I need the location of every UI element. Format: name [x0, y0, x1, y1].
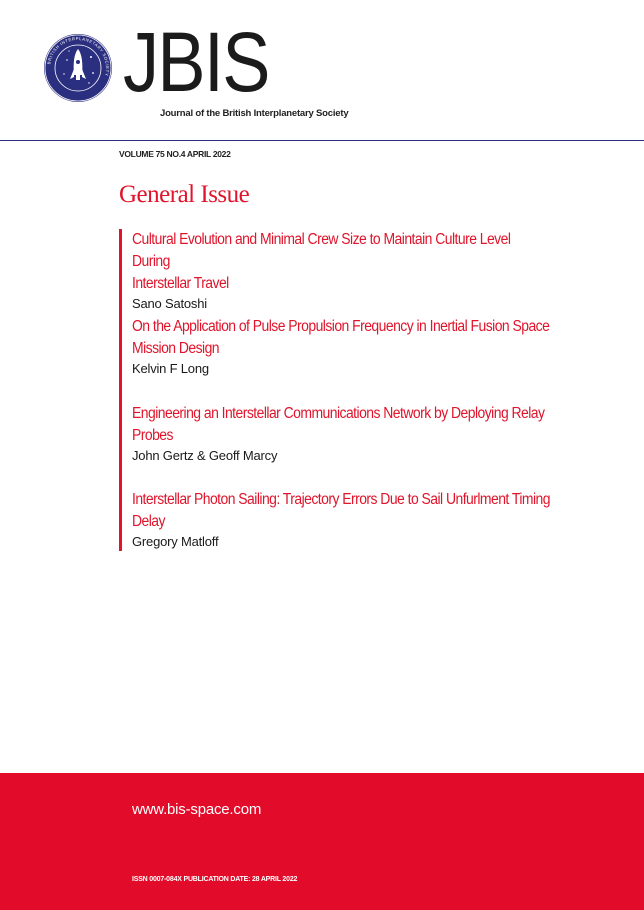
table-of-contents: [119, 229, 562, 551]
article-author: John Gertz & Geoff Marcy: [132, 448, 278, 463]
article-title-line: On the Application of Pulse Propulsion Frequency in Inertial Fusion Space: [132, 318, 550, 335]
article-author: Kelvin F Long: [132, 361, 209, 376]
section-title: General Issue: [119, 181, 250, 208]
journal-subtitle: Journal of the British Interplanetary Society: [160, 108, 349, 119]
article-title-line: Interstellar Photon Sailing: Trajectory Errors Due to Sail Unfurlment Timing: [132, 491, 550, 508]
journal-masthead: JBIS: [123, 15, 269, 109]
article-title-line: Engineering an Interstellar Communications Network by Deploying Relay: [132, 405, 545, 422]
article-author: Gregory Matloff: [132, 534, 219, 549]
cover-footer: [0, 773, 644, 910]
article-author: Sano Satoshi: [132, 296, 207, 311]
article-title[interactable]: [132, 316, 551, 360]
article-entry: [132, 489, 552, 549]
article-title[interactable]: [132, 403, 551, 447]
header-divider: [0, 140, 644, 141]
article-title[interactable]: [132, 229, 551, 295]
article-title-line: Mission Design: [132, 340, 220, 357]
article-entry: [132, 316, 552, 376]
cover-header: [0, 0, 644, 140]
website-link[interactable]: www.bis-space.com: [132, 801, 262, 818]
issn-publication-date: ISSN 0007-084X PUBLICATION DATE: 28 APRIL 2022: [132, 876, 298, 883]
article-title-line: Delay: [132, 513, 165, 530]
article-entry: [132, 403, 552, 463]
article-title-line: Cultural Evolution and Minimal Crew Size to Maintain Culture Level During: [132, 231, 511, 270]
issue-volume-line: VOLUME 75 NO.4 APRIL 2022: [119, 149, 231, 159]
article-title[interactable]: [132, 489, 551, 533]
logo-ring-text: BRITISH INTERPLANETARY SOCIETY: [46, 35, 111, 77]
bis-logo-icon: [43, 33, 113, 103]
article-title-line: Probes: [132, 427, 173, 444]
article-entry: [132, 229, 552, 311]
article-title-line: Interstellar Travel: [132, 275, 229, 292]
